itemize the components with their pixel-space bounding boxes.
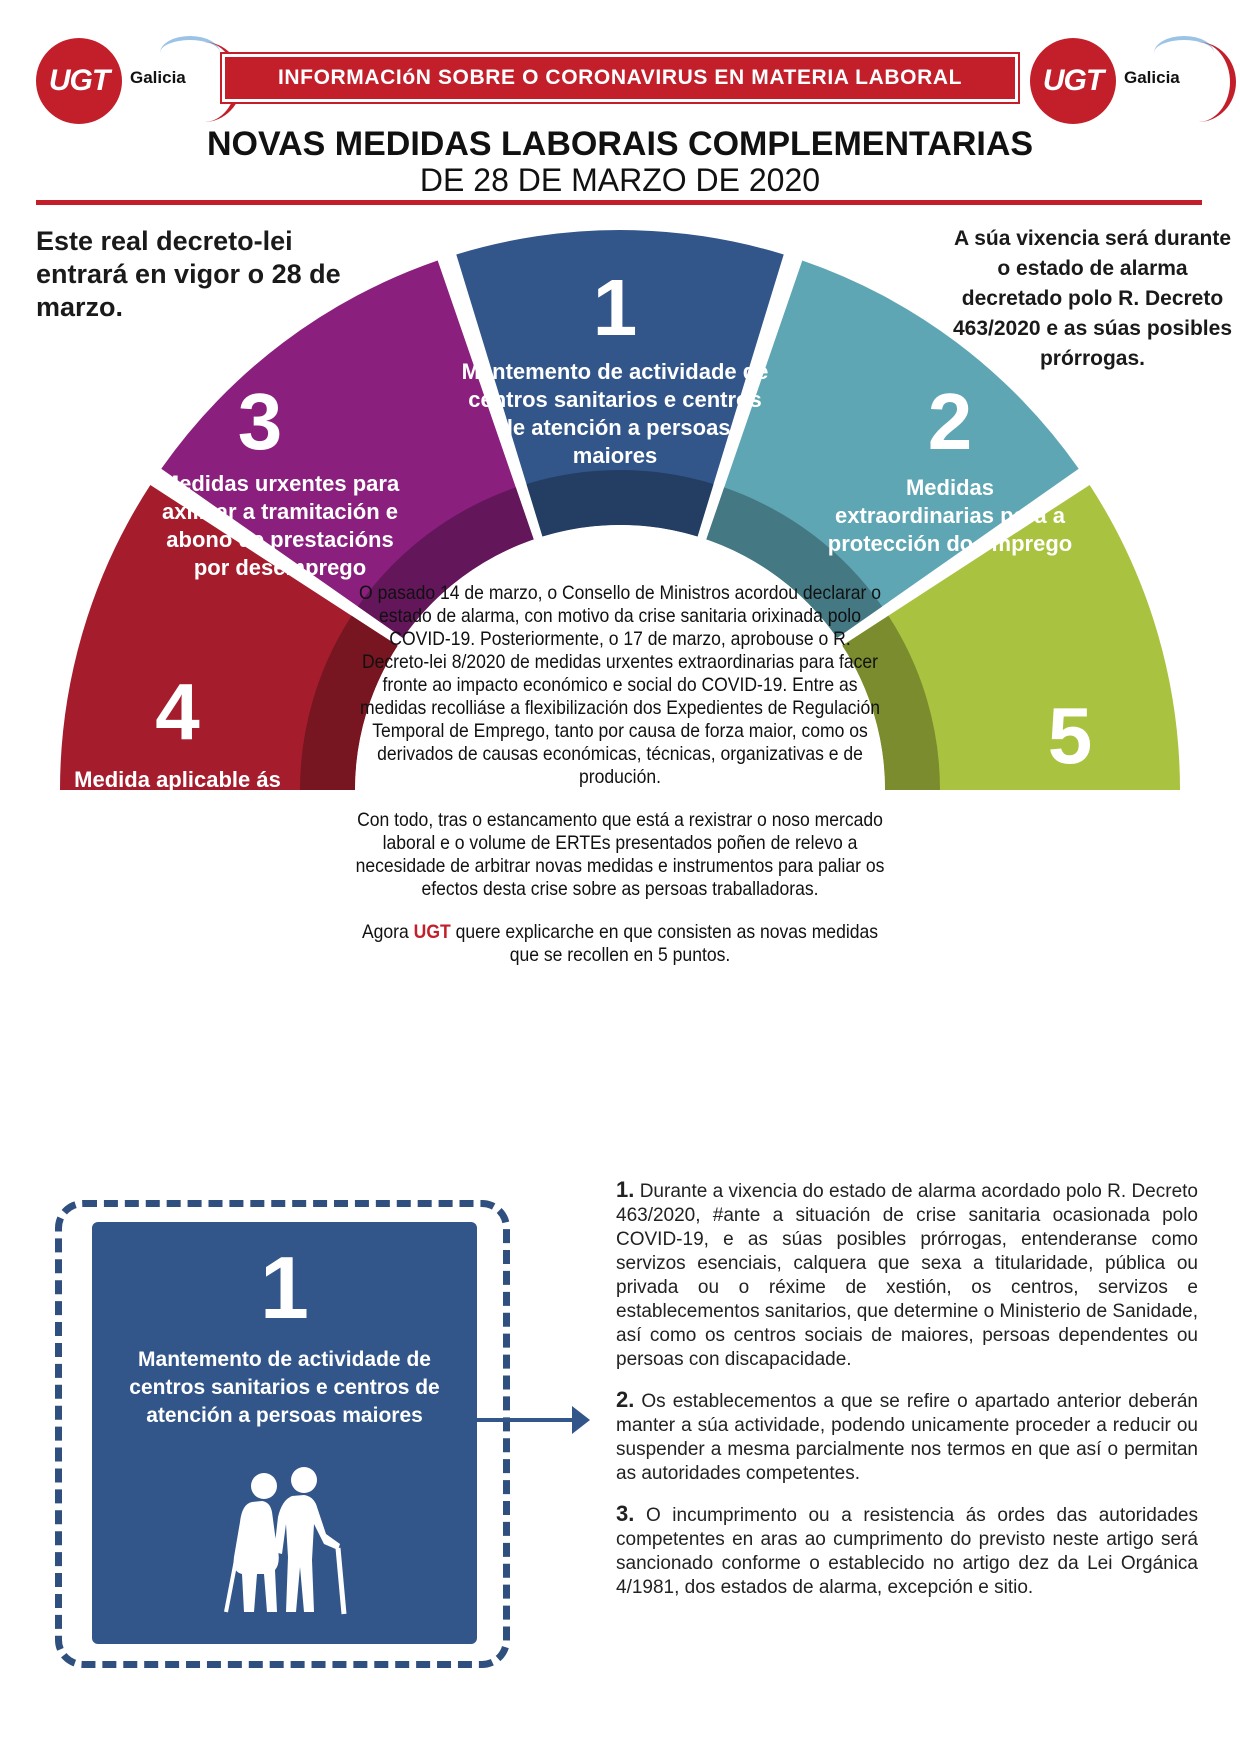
card-number: 1 [260, 1238, 309, 1337]
intro-paragraph-2: Con todo, tras o estancamento que está a rexistrar o noso mercado laboral e o volume de ERTEs presentados poñen de relevo a necesidade de arbitrar novas medidas e instrumentos para paliar os efectos desta crise sobre as persoas traballadoras. [355, 809, 885, 900]
logo-region-label: Galicia [1124, 68, 1180, 87]
card-arrow-head [572, 1406, 590, 1434]
card-text: Mantemento de actividade de centros sanitarios e centros de atención a persoas maiores [129, 1348, 440, 1427]
segment-2-label [825, 377, 1075, 558]
segment-3-label [150, 377, 410, 582]
ugt-logo-circle: UGT [36, 38, 122, 124]
measure-1-details [616, 1178, 1198, 1616]
card-arrow-line [477, 1418, 577, 1422]
detail-point-3 [616, 1502, 1198, 1600]
segment-2-text: Medidas extraordinarias para a protección do emprego [827, 475, 1073, 556]
point-number: 1. [616, 1177, 635, 1202]
logo-region-label: Galicia [130, 68, 186, 87]
point-text: Durante a vixencia do estado de alarma acordado polo R. Decreto 463/2020, #ante a situación de crise sanitaria ocasionada polo COVID-19, e as súas posibles prórrogas, entenderanse como servizos esenciais, calquera que sexa a titularidade, pública ou privada ou o réxime de xestión, os centros, servizos e establecementos sanitarios, que determine o Ministerio de Sanidade, así como os centros sociais de maiores, persoas dependentes ou persoas con discapacidade. [616, 1181, 1198, 1370]
intro-p3-start: Agora [361, 921, 414, 943]
point-number: 2. [616, 1387, 635, 1412]
ugt-logo-left [36, 38, 246, 128]
segment-1-text: Mantemento de actividade de centros sanitarios e centros de atención a persoas maiores [461, 359, 769, 468]
segment-5-label [965, 691, 1185, 926]
ugt-logo-right [1030, 38, 1240, 128]
point-text: O incumprimento ou a resistencia ás ordes das autoridades competentes en aras ao cumprimento do previsto neste artigo será sancionado conforme o establecido no artigo dez da Lei Orgánica 4/1981, dos estados de alarma, excepción e sitio. [616, 1505, 1198, 1598]
entry-into-force-note: Este real decreto-lei entrará en vigor o 28 de marzo. [36, 226, 341, 322]
segment-4-number: 4 [155, 667, 200, 756]
ugt-logo-circle: UGT [1030, 38, 1116, 124]
segment-1-label [460, 263, 770, 470]
segment-4-text: Medida aplicable ás sociedades cooperativas para a adopción de acordos nos procedimentos de suspensión total e/ou parcial [46, 767, 309, 960]
intro-paragraph-3 [355, 921, 886, 967]
segment-1-number: 1 [592, 263, 638, 352]
segment-4-label [40, 667, 315, 962]
page-subtitle: DE 28 DE MARZO DE 2020 [419, 162, 821, 198]
detail-point-2 [616, 1388, 1198, 1486]
detail-point-1 [616, 1178, 1198, 1372]
intro-text [355, 582, 886, 987]
intro-paragraph-1: O pasado 14 de marzo, o Consello de Ministros acordou declarar o estado de alarma, con motivo da crise sanitaria orixinada polo COVID-19. Posteriormente, o 17 de marzo, aprobouse o R. Decreto-lei 8/2020 de medidas urxentes extraordinarias para facer fronte ao impacto económico e social do COVID-19. Entre as medidas recolliáse a flexibilización dos Expedientes de Regulación Temporal de Emprego, tanto por causa de forza maior, como os derivados de causas económicas, técnicas, organizativas e de produción. [359, 582, 881, 788]
point-text: Os establecementos a que se refire o apartado anterior deberán manter a súa actividade, podendo unicamente proceder a reducir ou suspender a mesma parcialmente nos termos en que así o permitan as autoridades competentes. [616, 1391, 1198, 1484]
segment-3-number: 3 [237, 377, 283, 466]
segment-3-text: Medidas urxentes para axilizar a tramitación e abono de prestacións por desemprego [160, 471, 400, 580]
elderly-couple-icon [212, 1462, 362, 1622]
ugt-inline-mention: UGT [413, 921, 451, 943]
point-number: 3. [616, 1501, 635, 1526]
intro-p3-end: quere explicarche en que consisten as novas medidas que se recollen en 5 puntos. [450, 921, 879, 966]
page-title: NOVAS MEDIDAS LABORAIS COMPLEMENTARIAS [206, 125, 1034, 163]
segment-2-number: 2 [927, 377, 973, 466]
segment-5-number: 5 [1047, 691, 1093, 780]
measure-1-card [92, 1222, 477, 1644]
title-divider [36, 200, 1202, 205]
segment-5-text: Interrupción do Cómputo da duración máxima dos contratos temporais [984, 787, 1166, 924]
header-banner: INFORMACIóN SOBRE O CORONAVIRUS EN MATERIA LABORAL [222, 54, 1018, 102]
validity-note: A súa vixencia será durante o estado de alarma decretado polo R. Decreto 463/2020 e as súas posibles prórrogas. [952, 227, 1233, 370]
